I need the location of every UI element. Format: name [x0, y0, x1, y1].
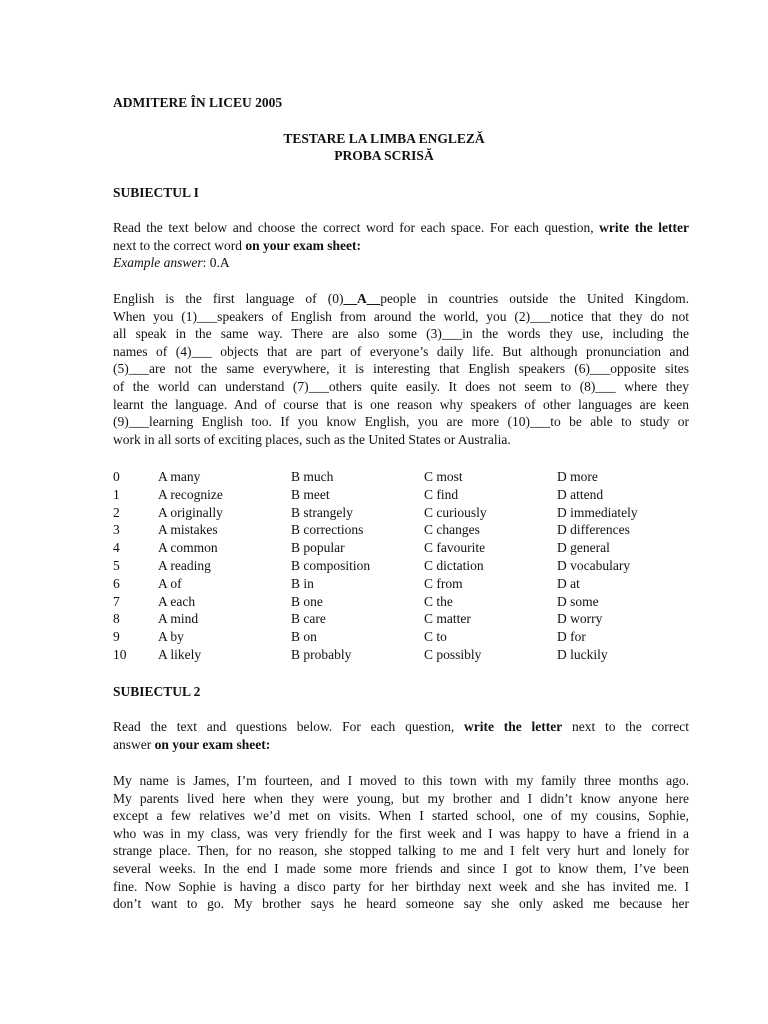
- section1-instructions: [113, 219, 689, 272]
- option-d: D at: [557, 575, 580, 591]
- section2-heading: SUBIECTUL 2: [113, 684, 201, 699]
- question-number: 3: [113, 522, 120, 538]
- option-b: B meet: [291, 486, 330, 502]
- section2-passage: [113, 772, 689, 913]
- section2-instr-line1: [113, 718, 689, 736]
- option-a: A by: [158, 629, 184, 645]
- instr-text: next to the correct word: [113, 237, 246, 253]
- answer-zero: __A__: [343, 291, 381, 306]
- passage-line: except a few relatives we’d met on visits. When I started school, one of my cousins, Sophie,: [113, 808, 689, 824]
- section1-instr-line1: [113, 219, 689, 237]
- option-row: [113, 610, 689, 628]
- option-row: [113, 504, 689, 522]
- example-value: : 0.A: [202, 255, 230, 271]
- passage-line: names of (4)___ objects that are part of everyone’s daily life. But although pronunciation and: [113, 343, 689, 359]
- option-a: A likely: [158, 646, 202, 662]
- test-subtitle: PROBA SCRISĂ: [334, 148, 434, 163]
- option-d: D worry: [557, 611, 603, 627]
- question-number: 6: [113, 575, 120, 591]
- section2-instructions: [113, 718, 689, 753]
- option-c: C possibly: [424, 646, 482, 662]
- instr-text: answer: [113, 736, 155, 752]
- option-a: A mind: [158, 611, 199, 627]
- instr-bold-write-letter: write the letter: [599, 220, 689, 235]
- option-c: C curiously: [424, 504, 487, 520]
- option-row: [113, 575, 689, 593]
- option-a: A each: [158, 593, 196, 609]
- option-b: B in: [291, 575, 314, 591]
- option-d: D attend: [557, 486, 604, 502]
- question-number: 5: [113, 557, 120, 573]
- option-c: C to: [424, 629, 447, 645]
- option-d: D more: [557, 469, 598, 484]
- option-row: [113, 593, 689, 611]
- option-d: D for: [557, 629, 586, 645]
- option-row: [113, 521, 689, 539]
- option-row: [113, 486, 689, 504]
- passage-line: When you (1)___speakers of English from around the world, you (2)___notice that they do not: [113, 308, 689, 324]
- question-number: 9: [113, 629, 120, 645]
- option-b: B composition: [291, 557, 371, 573]
- section1-instr-line2: [113, 237, 689, 255]
- test-title: TESTARE LA LIMBA ENGLEZĂ: [283, 131, 485, 146]
- option-b: B care: [291, 611, 326, 627]
- question-number: 8: [113, 611, 120, 627]
- option-a: A originally: [158, 504, 223, 520]
- instr-bold-exam-sheet: on your exam sheet:: [245, 237, 361, 253]
- passage-line: strange place. Then, for no reason, she stopped talking to me and I felt very hurt and lonely for: [113, 843, 689, 859]
- instr-text: Read the text below and choose the correct word for each space. For each question,: [113, 220, 600, 235]
- section2-instr-line2: [113, 736, 689, 754]
- option-c: C changes: [424, 522, 480, 538]
- instr-text: Read the text and questions below. For each question,: [113, 719, 464, 734]
- option-b: B on: [291, 629, 317, 645]
- passage-line: My parents lived here when they were young, but my brother and I didn’t know anyone here: [113, 790, 689, 806]
- option-b: B popular: [291, 540, 345, 556]
- question-number: 1: [113, 486, 120, 502]
- option-a: A of: [158, 575, 182, 591]
- admission-header: ADMITERE ÎN LICEU 2005: [113, 95, 283, 110]
- option-row: [113, 539, 689, 557]
- option-c: C favourite: [424, 540, 486, 556]
- option-a: A many: [158, 469, 201, 484]
- example-label: Example answer: [113, 255, 203, 271]
- passage-line: all speak in the same way. There are also some (3)___in the words they use, including the: [113, 326, 689, 342]
- option-a: A mistakes: [158, 522, 218, 538]
- option-b: B probably: [291, 646, 352, 662]
- option-row: [113, 628, 689, 646]
- option-c: C matter: [424, 611, 471, 627]
- option-row: [113, 557, 689, 575]
- option-d: D vocabulary: [557, 557, 631, 573]
- option-d: D some: [557, 593, 599, 609]
- passage-line: fine. Now Sophie is having a disco party for her birthday next week and she has invited me. I: [113, 878, 689, 894]
- option-b: B strangely: [291, 504, 353, 520]
- passage-line: learnt the language. And of course that is one reason why speakers of other languages are keen: [113, 396, 689, 412]
- passage-line: who was in my class, was very friendly for the first week and I was happy to have a friend in a: [113, 825, 689, 841]
- question-number: 7: [113, 593, 120, 609]
- question-number: 0: [113, 469, 120, 484]
- option-a: A common: [158, 540, 218, 556]
- passage-line: (9)___learning English too. If you know English, you are more (10)___to be able to study or: [113, 414, 689, 430]
- example-answer: [113, 254, 689, 272]
- question-number: 2: [113, 504, 120, 520]
- option-d: D differences: [557, 522, 630, 538]
- passage-line: of the world can understand (7)___others quite easily. It does not seem to (8)___ where they: [113, 378, 689, 394]
- option-row: [113, 468, 689, 486]
- option-d: D luckily: [557, 646, 608, 662]
- option-b: B one: [291, 593, 323, 609]
- option-a: A recognize: [158, 486, 223, 502]
- option-c: C most: [424, 469, 463, 484]
- instr-text: next to the correct: [562, 719, 689, 734]
- passage-line: English is the first language of (0)__A__people in countries outside the United Kingdom.: [113, 291, 689, 306]
- question-number: 4: [113, 540, 120, 556]
- question-number: 10: [113, 646, 127, 662]
- passage-line: (5)___are not the same everywhere, it is interesting that English speakers (6)___opposite sites: [113, 361, 689, 377]
- instr-bold-write-letter: write the letter: [463, 719, 563, 734]
- option-d: D general: [557, 540, 610, 556]
- option-c: C find: [424, 486, 459, 502]
- passage-line: My name is James, I’m fourteen, and I moved to this town with my family three months ago.: [113, 773, 689, 788]
- option-d: D immediately: [557, 504, 638, 520]
- option-row: [113, 646, 689, 664]
- options-table: [113, 468, 689, 664]
- option-c: C the: [424, 593, 453, 609]
- instr-bold-exam-sheet: on your exam sheet:: [154, 736, 271, 752]
- option-c: C from: [424, 575, 463, 591]
- option-c: C dictation: [424, 557, 484, 573]
- section1-heading: SUBIECTUL I: [113, 185, 199, 200]
- option-b: B corrections: [291, 522, 364, 538]
- section1-passage: [113, 290, 689, 448]
- option-a: A reading: [158, 557, 211, 573]
- passage-line: don’t want to go. My brother says he heard someone say she only asked me because her: [113, 896, 689, 912]
- passage-line: several weeks. In the end I made some more friends and since I got to know them, I’ve been: [113, 860, 689, 876]
- passage-line: work in all sorts of exciting places, such as the United States or Australia.: [113, 431, 511, 447]
- option-b: B much: [291, 469, 334, 484]
